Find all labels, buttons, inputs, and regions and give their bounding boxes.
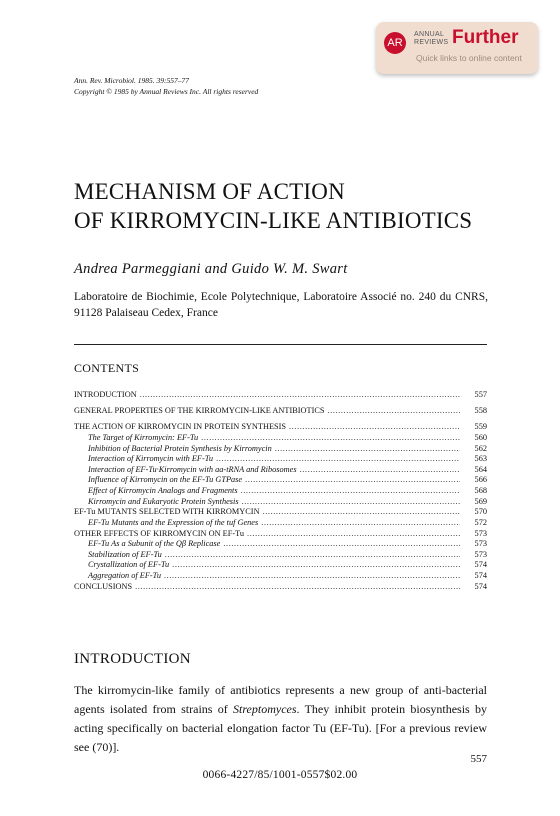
toc-leader-dots xyxy=(300,465,460,476)
toc-leader-dots xyxy=(140,390,460,401)
toc-entry-page: 566 xyxy=(474,475,487,485)
toc-entry[interactable] xyxy=(74,475,487,486)
toc-leader-dots xyxy=(216,454,460,465)
journal-citation: Ann. Rev. Microbiol. 1985. 39:557–77 xyxy=(74,76,189,85)
contents-heading: CONTENTS xyxy=(74,361,140,375)
toc-entry[interactable] xyxy=(74,582,487,593)
intro-text-part-1: The kirromycin-like family of antibiotics represents a new group of anti-bacterial agents isolated from strains of xyxy=(74,683,487,716)
article-title xyxy=(74,177,514,235)
toc-entry-label: Stabilization of EF-Tu xyxy=(88,549,162,559)
toc-leader-dots xyxy=(241,486,460,497)
toc-entry-label: INTRODUCTION xyxy=(74,390,137,399)
toc-entry-page: 573 xyxy=(474,539,487,549)
toc-entry-page: 570 xyxy=(474,507,487,517)
authors: Andrea Parmeggiani and Guido W. M. Swart xyxy=(74,261,348,277)
toc-entry[interactable] xyxy=(74,518,487,529)
affiliation: Laboratoire de Biochimie, Ecole Polytechnique, Laboratoire Associé no. 240 du CNRS, 91128 Palaiseau Cedex, France xyxy=(74,291,488,319)
toc-entry-label: Interaction of Kirromycin with EF-Tu xyxy=(88,454,214,464)
toc-entry-page: 557 xyxy=(474,390,487,399)
toc-entry-label: Influence of Kirromycin on the EF-Tu GTPase xyxy=(88,475,243,485)
toc-entry-label: Inhibition of Bacterial Protein Synthesis by Kirromycin xyxy=(88,443,272,453)
toc-entry[interactable] xyxy=(74,406,487,417)
toc-entry-label: GENERAL PROPERTIES OF THE KIRROMYCIN-LIKE ANTIBIOTICS xyxy=(74,406,325,416)
toc-entry[interactable] xyxy=(74,560,487,571)
toc-leader-dots xyxy=(242,497,460,508)
toc-entry-label: The Target of Kirromycin: EF-Tu xyxy=(88,432,199,442)
toc-entry-label: EF-Tu MUTANTS SELECTED WITH KIRROMYCIN xyxy=(74,507,260,517)
toc-leader-dots xyxy=(201,433,460,444)
toc-entry[interactable] xyxy=(74,507,487,518)
divider-rule xyxy=(74,344,487,345)
toc-entry-page: 574 xyxy=(474,560,487,570)
quick-links-text: Quick links to online content xyxy=(416,53,522,63)
toc-entry-label: Interaction of EF-Tu·Kirromycin with aa-tRNA and Ribosomes xyxy=(88,464,297,474)
toc-entry-label: EF-Tu As a Subunit of the Qβ Replicase xyxy=(88,539,221,549)
toc-entry-page: 564 xyxy=(474,464,487,474)
toc-entry[interactable] xyxy=(74,465,487,476)
toc-entry-page: 563 xyxy=(474,454,487,464)
toc-entry-page: 559 xyxy=(474,422,487,432)
toc-entry-page: 568 xyxy=(474,486,487,495)
toc-leader-dots xyxy=(223,539,460,550)
price-code: 0066-4227/85/1001-0557$02.00 xyxy=(202,769,358,781)
toc-leader-dots xyxy=(327,406,460,417)
toc-entry-page: 574 xyxy=(474,571,487,580)
toc-entry[interactable] xyxy=(74,433,487,444)
toc-entry-page: 560 xyxy=(474,432,487,442)
brand-line-2: REVIEWS xyxy=(414,39,449,46)
title-line-1: MECHANISM OF ACTION xyxy=(74,179,345,204)
further-label: Further xyxy=(452,27,519,48)
toc-entry-page: 574 xyxy=(474,581,487,591)
toc-entry[interactable] xyxy=(74,539,487,550)
toc-entry[interactable] xyxy=(74,571,487,582)
toc-leader-dots xyxy=(165,550,460,561)
toc-entry-label: Crystallization of EF-Tu xyxy=(88,560,170,570)
toc-leader-dots xyxy=(289,422,460,433)
toc-entry-label: Kirromycin and Eukaryotic Protein Synthesis xyxy=(88,496,239,506)
annual-reviews-logo-icon: AR xyxy=(384,32,406,54)
toc-entry-page: 562 xyxy=(474,443,487,453)
toc-entry-page: 573 xyxy=(474,528,487,538)
toc-entry[interactable] xyxy=(74,497,487,508)
toc-leader-dots xyxy=(245,475,460,486)
toc-entry-page: 573 xyxy=(474,549,487,559)
toc-leader-dots xyxy=(164,571,460,582)
toc-leader-dots xyxy=(275,444,460,455)
toc-leader-dots xyxy=(247,529,460,540)
toc-entry[interactable] xyxy=(74,486,487,497)
toc-entry[interactable] xyxy=(74,422,487,433)
toc-leader-dots xyxy=(263,507,460,518)
toc-entry-label: CONCLUSIONS xyxy=(74,581,133,591)
introduction-heading: INTRODUCTION xyxy=(74,651,191,667)
toc-entry-label: OTHER EFFECTS OF KIRROMYCIN ON EF-Tu xyxy=(74,528,245,538)
toc-entry[interactable] xyxy=(74,444,487,455)
title-line-2: OF KIRROMYCIN-LIKE ANTIBIOTICS xyxy=(74,208,473,233)
toc-entry-page: 558 xyxy=(474,406,487,416)
toc-leader-dots xyxy=(261,518,460,529)
toc-entry-label: THE ACTION OF KIRROMYCIN IN PROTEIN SYNTHESIS xyxy=(74,422,287,432)
toc-leader-dots xyxy=(135,582,460,593)
toc-leader-dots xyxy=(172,560,460,571)
toc-entry-label: EF-Tu Mutants and the Expression of the tuf Genes xyxy=(88,517,259,527)
page-number: 557 xyxy=(470,753,487,765)
toc-entry-page: 569 xyxy=(474,496,487,506)
table-of-contents xyxy=(74,390,487,592)
journal-citation-block xyxy=(74,75,258,97)
toc-entry-label: Effect of Kirromycin Analogs and Fragments xyxy=(88,486,238,495)
brand-line-1: ANNUAL xyxy=(414,31,445,38)
annual-reviews-further-banner[interactable] xyxy=(376,22,538,74)
introduction-paragraph xyxy=(74,681,487,757)
annual-reviews-wordmark xyxy=(414,31,454,47)
toc-entry[interactable] xyxy=(74,529,487,540)
toc-entry-label: Aggregation of EF-Tu xyxy=(88,571,161,580)
toc-entry[interactable] xyxy=(74,390,487,401)
intro-text-part-2: . They inhibit protein biosynthesis by acting specifically on bacterial elongation factor Tu (EF-Tu). [For a previous review see (70)]. xyxy=(74,702,487,754)
intro-text-species: Streptomyces xyxy=(232,702,297,716)
toc-entry[interactable] xyxy=(74,550,487,561)
copyright-line: Copyright © 1985 by Annual Reviews Inc. All rights reserved xyxy=(74,87,259,96)
toc-entry-page: 572 xyxy=(474,517,487,527)
toc-entry[interactable] xyxy=(74,454,487,465)
